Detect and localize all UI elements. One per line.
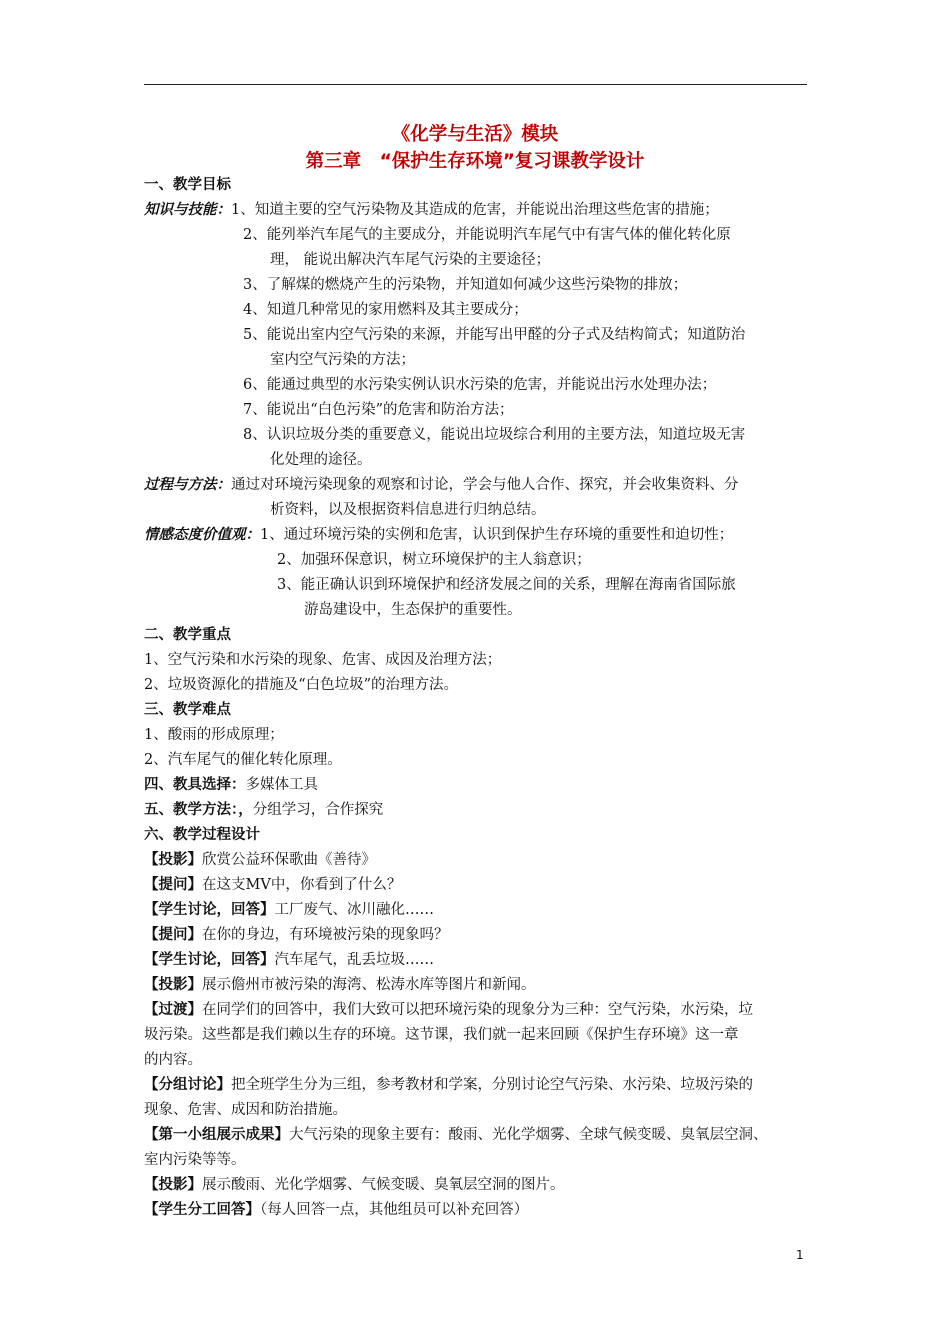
methods-label: 五、教学方法：， (144, 802, 253, 818)
step-tag: 【学生讨论，回答】 (144, 902, 275, 918)
step-tag: 【分组讨论】 (144, 1077, 231, 1093)
key-point-2: 2、垃圾资源化的措施及“白色垃圾”的治理方法。 (144, 677, 459, 693)
step-student-answers (144, 1198, 807, 1223)
step-transition-cont-1: 圾污染。这些都是我们赖以生存的环境。这节课，我们就一起来回顾《保护生存环境》这一章 (144, 1027, 739, 1043)
step-question-2 (144, 923, 807, 948)
doc-subtitle: 第三章 “保护生存环境”复习课教学设计 (305, 151, 645, 172)
knowledge-item-3: 3、了解煤的燃烧产生的污染物，并知道如何减少这些污染物的排放； (243, 277, 688, 293)
step-text: 展示儋州市被污染的海湾、松涛水库等图片和新闻。 (202, 977, 536, 993)
process-item-cont: 析资料，以及根据资料信息进行归纳总结。 (270, 502, 546, 518)
section-objectives: 一、教学目标 (144, 177, 231, 193)
section-tools (144, 773, 807, 798)
step-tag: 【投影】 (144, 852, 202, 868)
step-transition-cont-2: 的内容。 (144, 1052, 202, 1068)
step-tag: 【学生分工回答】 (144, 1202, 260, 1218)
emotion-text-1: 1、通过环境污染的实例和危害，认识到保护生存环境的重要性和迫切性； (260, 527, 734, 543)
emotion-label: 情感态度价值观： (144, 527, 260, 543)
step-text: 在这支MV中，你看到了什么？ (202, 877, 402, 893)
header-rule (144, 84, 807, 85)
step-text: 大气污染的现象主要有：酸雨、光化学烟雾、全球气候变暖、臭氧层空洞、 (289, 1127, 768, 1143)
emotion-item-3: 3、能正确认识到环境保护和经济发展之间的关系，理解在海南省国际旅 (277, 577, 736, 593)
knowledge-item-6: 6、能通过典型的水污染实例认识水污染的危害，并能说出污水处理办法； (243, 377, 717, 393)
step-text: 欣赏公益环保歌曲《善待》 (202, 852, 376, 868)
knowledge-item-7: 7、能说出“白色污染”的危害和防治方法； (243, 402, 514, 418)
step-projection-1 (144, 848, 807, 873)
title-block (0, 121, 950, 175)
difficulty-1: 1、酸雨的形成原理； (144, 727, 284, 743)
tools-label: 四、教具选择： (144, 777, 246, 793)
step-tag: 【投影】 (144, 977, 202, 993)
methods-value: 分组学习，合作探究 (252, 802, 384, 818)
step-text: （每人回答一点，其他组员可以补充回答） (260, 1202, 529, 1218)
section-key-points: 二、教学重点 (144, 627, 231, 643)
emotion-item-2: 2、加强环保意识，树立环境保护的主人翁意识； (277, 552, 591, 568)
step-group1-results-cont: 室内污染等等。 (144, 1152, 246, 1168)
section-process-design: 六、教学过程设计 (144, 827, 260, 843)
step-text: 汽车尾气，乱丢垃圾…… (274, 952, 434, 968)
step-text: 把全班学生分为三组，参考教材和学案，分别讨论空气污染、水污染、垃圾污染的 (231, 1077, 753, 1093)
knowledge-item-8: 8、认识垃圾分类的重要意义，能说出垃圾综合利用的主要方法，知道垃圾无害 (243, 427, 746, 443)
knowledge-item-4: 4、知道几种常见的家用燃料及其主要成分； (243, 302, 528, 318)
section-difficulties: 三、教学难点 (144, 702, 231, 718)
step-projection-3 (144, 1173, 807, 1198)
step-projection-2 (144, 973, 807, 998)
knowledge-item-2: 2、能列举汽车尾气的主要成分，并能说明汽车尾气中有害气体的催化转化原 (243, 227, 731, 243)
process-item (144, 473, 807, 498)
step-tag: 【投影】 (144, 1177, 202, 1193)
knowledge-item-5-cont: 室内空气污染的方法； (270, 352, 415, 368)
process-text: 通过对环境污染现象的观察和讨论，学会与他人合作、探究，并会收集资料、分 (231, 477, 739, 493)
process-label: 过程与方法： (144, 477, 231, 493)
knowledge-item-1 (144, 198, 807, 223)
step-tag: 【提问】 (144, 877, 202, 893)
step-tag: 【过渡】 (144, 1002, 202, 1018)
step-discussion-1 (144, 898, 807, 923)
section-methods (144, 798, 807, 823)
step-text: 展示酸雨、光化学烟雾、气候变暖、臭氧层空洞的图片。 (202, 1177, 565, 1193)
emotion-item-1 (144, 523, 807, 548)
step-text: 在你的身边，有环境被污染的现象吗？ (202, 927, 449, 943)
step-tag: 【第一小组展示成果】 (144, 1127, 289, 1143)
difficulty-2: 2、汽车尾气的催化转化原理。 (144, 752, 342, 768)
document-body (144, 173, 807, 1223)
knowledge-item-2-cont: 理， 能说出解决汽车尾气污染的主要途径； (270, 252, 551, 268)
knowledge-item-5: 5、能说出室内空气污染的来源，并能写出甲醛的分子式及结构简式；知道防治 (243, 327, 746, 343)
step-tag: 【学生讨论，回答】 (144, 952, 275, 968)
emotion-item-3-cont: 游岛建设中，生态保护的重要性。 (304, 602, 522, 618)
step-transition (144, 998, 807, 1023)
step-group-discussion (144, 1073, 807, 1098)
knowledge-item-8-cont: 化处理的途径。 (270, 452, 372, 468)
doc-title: 《化学与生活》模块 (391, 124, 559, 145)
knowledge-text-1: 1、知道主要的空气污染物及其造成的危害，并能说出治理这些危害的措施； (231, 202, 719, 218)
step-group-discussion-cont: 现象、危害、成因和防治措施。 (144, 1102, 347, 1118)
step-question-1 (144, 873, 807, 898)
step-tag: 【提问】 (144, 927, 202, 943)
knowledge-label: 知识与技能： (144, 202, 231, 218)
step-discussion-2 (144, 948, 807, 973)
tools-value: 多媒体工具 (245, 777, 318, 793)
step-text: 在同学们的回答中，我们大致可以把环境污染的现象分为三种：空气污染，水污染，垃 (202, 1002, 753, 1018)
key-point-1: 1、空气污染和水污染的现象、危害、成因及治理方法； (144, 652, 502, 668)
step-text: 工厂废气、冰川融化…… (274, 902, 434, 918)
step-group1-results (144, 1123, 807, 1148)
page-number: 1 (796, 1248, 804, 1262)
